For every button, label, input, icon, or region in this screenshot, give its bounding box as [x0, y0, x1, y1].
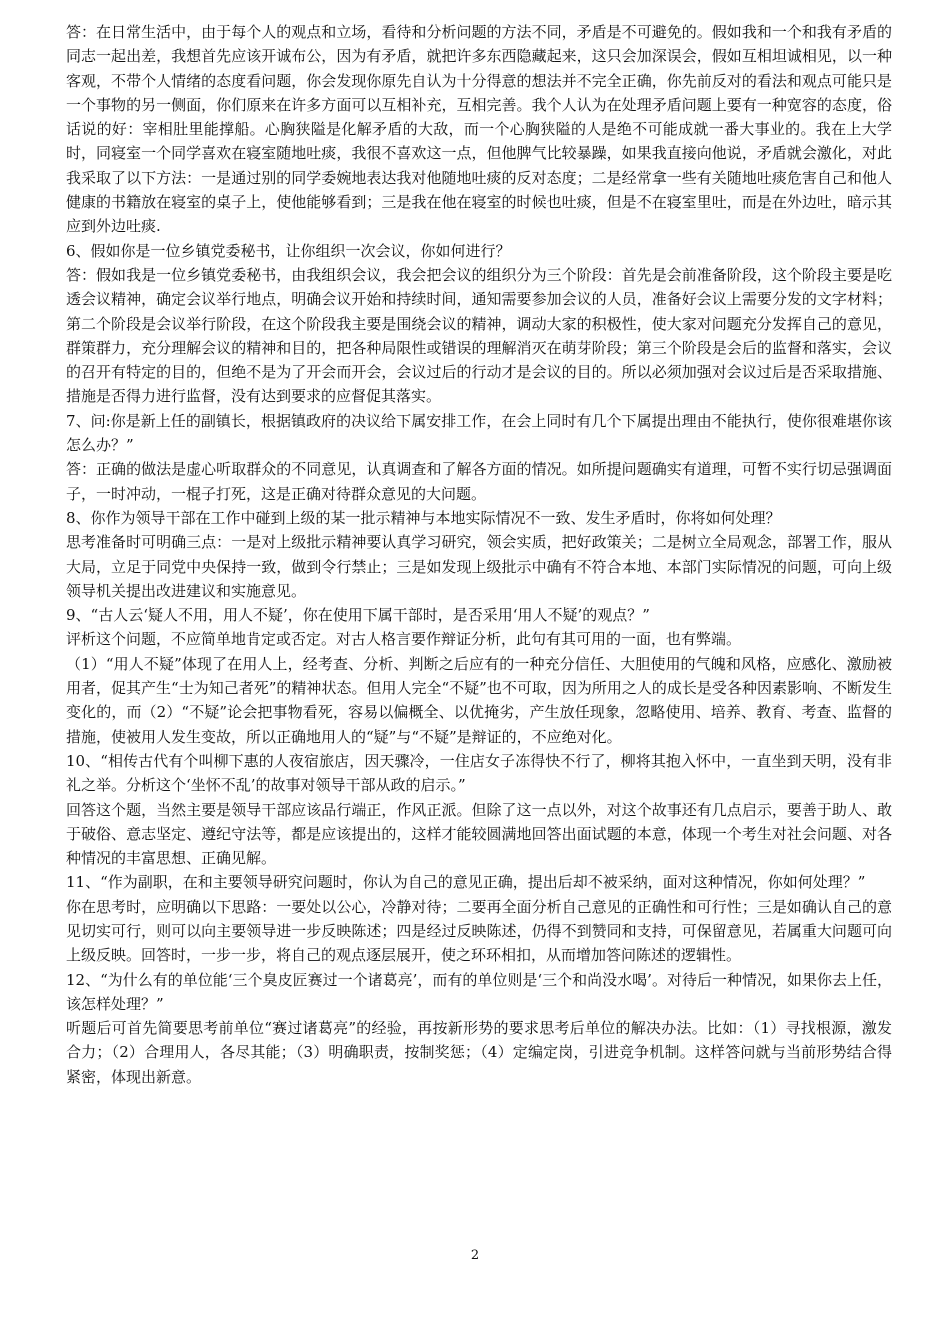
- paragraph: 回答这个题，当然主要是领导干部应该品行端正，作风正派。但除了这一点以外，对这个故事还有几点启示，要善于助人、敢于破俗、意志坚定、遵纪守法等，都是应该提出的，这样才能较圆满地回答出面试题的本意，体现一个考生对社会问题、对各种情况的丰富思想、正确见解。: [66, 800, 892, 868]
- question-heading: 9、“古人云‘疑人不用，用人不疑’，你在使用下属干部时，是否采用‘用人不疑’的观点？”: [66, 606, 650, 625]
- question-heading: 8、你作为领导干部在工作中碰到上级的某一批示精神与本地实际情况不一致、发生矛盾时，你将如何处理？: [66, 508, 781, 527]
- question-heading: 11、“作为副职，在和主要领导研究问题时，你认为自己的意见正确，提出后却不被采纳，面对这种情况，你如何处理？”: [66, 873, 866, 892]
- question-heading: 12、“为什么有的单位能‘三个臭皮匠赛过一个诸葛亮’，而有的单位则是‘三个和尚没水喝’。对待后一种情况，如果你去上任，该怎样处理？”: [66, 970, 892, 1013]
- paragraph: （1）“用人不疑”体现了在用人上，经考查、分析、判断之后应有的一种充分信任、大胆使用的气魄和风格，应感化、激励被用者，促其产生“士为知己者死”的精神状态。但用人完全“不疑”也不可取，因为所用之人的成长是受各种因素影响、不断发生变化的，而（2）“不疑”论会把事物看死，容易以偏概全、以优掩劣，产生放任现象，忽略使用、培养、教育、考查、监督的措施，使被用人发生变故，所以正确地用人的“疑”与“不疑”是辩证的，不应绝对化。: [66, 654, 892, 746]
- question-heading: 7、问:你是新上任的副镇长，根据镇政府的决议给下属安排工作，在会上同时有几个下属提出理由不能执行，使你很难堪你该怎么办？”: [66, 411, 892, 455]
- paragraph: 思考准备时可明确三点：一是对上级批示精神要认真学习研究，领会实质，把好政策关；二是树立全局观念，部署工作，服从大局，立足于同党中央保持一致，做到令行禁止；三是如发现上级批示中确有不符合本地、本部门实际情况的问题，可向上级领导机关提出改进建议和实施意见。: [66, 533, 892, 600]
- document-body: [66, 20, 892, 1089]
- paragraph: 你在思考时，应明确以下思路：一要处以公心，冷静对待；二要再全面分析自己意见的正确性和可行性；三是如确认自己的意见切实可行，则可以向主要领导进一步反映陈述；四是经过反映陈述，仍得不到赞同和支持，可保留意见，若属重大问题可向上级反映。回答时，一步一步，将自己的观点逐层展开，使之环环相扣，从而增加答问陈述的逻辑性。: [66, 897, 892, 965]
- question-heading: 6、假如你是一位乡镇党委秘书，让你组织一次会议，你如何进行？: [66, 241, 511, 260]
- paragraph: 答：在日常生活中，由于每个人的观点和立场，看待和分析问题的方法不同，矛盾是不可避免的。假如我和一个和我有矛盾的同志一起出差，我想首先应该开诚布公，因为有矛盾，就把许多东西隐藏起来，这只会加深误会，假如互相坦诚相见，以一种客观，不带个人情绪的态度看问题，你会发现你原先自认为十分得意的想法并不完全正确，你先前反对的看法和观点可能只是一个事物的另一侧面，你们原来在许多方面可以互相补充，互相完善。我个人认为在处理矛盾问题上要有一种宽容的态度，俗话说的好：宰相肚里能撑船。心胸狭隘是化解矛盾的大敌，而一个心胸狭隘的人是绝不可能成就一番大事业的。我在上大学时，同寝室一个同学喜欢在寝室随地吐痰，我很不喜欢这一点，但他脾气比较暴躁，如果我直接向他说，矛盾就会激化，对此我采取了以下方法：一是通过别的同学委婉地表达我对他随地吐痰的反对态度；二是经常拿一些有关随地吐痰危害自己和他人健康的书籍放在寝室的桌子上，使他能够看到；三是我在他在寝室的时候也吐痰，但是不在寝室里吐，而是在外边吐，暗示其应到外边吐痰.: [66, 23, 892, 236]
- page-number: 2: [470, 1248, 480, 1263]
- question-heading: 10、“相传古代有个叫柳下惠的人夜宿旅店，因天骤冷，一住店女子冻得快不行了，柳将其抱入怀中，一直坐到天明，没有非礼之举。分析这个‘坐怀不乱’的故事对领导干部从政的启示。”: [66, 751, 892, 795]
- paragraph: 评析这个问题，不应简单地肯定或否定。对古人格言要作辩证分析，此句有其可用的一面，也有弊端。: [66, 630, 742, 649]
- paragraph: 答：假如我是一位乡镇党委秘书，由我组织会议，我会把会议的组织分为三个阶段：首先是会前准备阶段，这个阶段主要是吃透会议精神，确定会议举行地点，明确会议开始和持续时间，通知需要参加会议的人员，准备好会议上需要分发的文字材料；第二个阶段是会议举行阶段，在这个阶段我主要是围绕会议的精神，调动大家的积极性，使大家对问题充分发挥自己的意见，群策群力，充分理解会议的精神和目的，把各种局限性或错误的理解消灭在萌芽阶段；第三个阶段是会后的监督和落实，会议的召开有特定的目的，但绝不是为了开会而开会，会议过后的行动才是会议的目的。所以必须加强对会议过后是否采取措施、措施是否得力进行监督，没有达到要求的应督促其落实。: [66, 265, 892, 406]
- paragraph: 答：正确的做法是虚心听取群众的不同意见，认真调查和了解各方面的情况。如所提问题确实有道理，可暂不实行切忌强调面子，一时冲动，一棍子打死，这是正确对待群众意见的大问题。: [66, 460, 892, 503]
- paragraph: 听题后可首先简要思考前单位“赛过诸葛亮”的经验，再按新形势的要求思考后单位的解决办法。比如：（1）寻找根源，激发合力；（2）合理用人，各尽其能；（3）明确职责，按制奖惩；（4）定编定岗，引进竞争机制。这样答问就与当前形势结合得紧密，体现出新意。: [66, 1019, 892, 1086]
